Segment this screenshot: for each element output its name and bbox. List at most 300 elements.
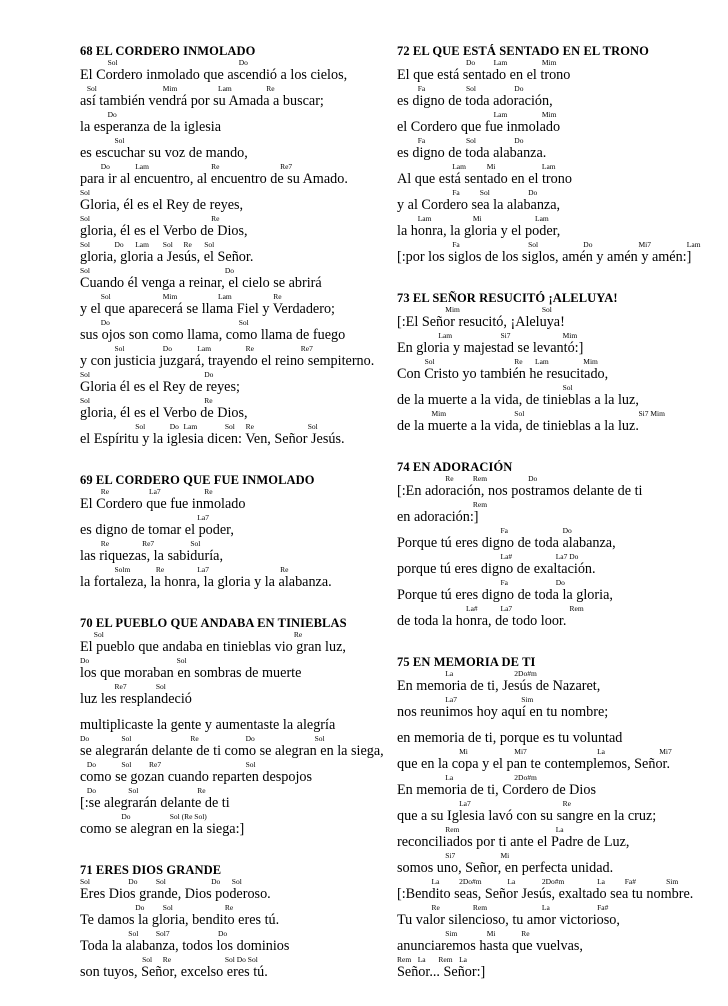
chord: Do (224, 266, 235, 275)
lyric-text: y al Cordero sea la alabanza, (397, 197, 561, 213)
chord: Sol (514, 409, 525, 418)
right-column (397, 44, 717, 1006)
chord-row (397, 136, 717, 145)
chord: Si7 (445, 851, 456, 860)
chord: La7 Do (555, 552, 579, 561)
lyric-line (397, 929, 717, 954)
lyric-line (397, 188, 717, 213)
lyric-line (397, 474, 717, 499)
chord: Lam (438, 331, 453, 340)
lyric-text: de la muerte a la vida, de tinieblas a la luz, (397, 392, 639, 408)
lyric-line (397, 357, 717, 382)
lyric-line (80, 903, 392, 928)
lyric-line (80, 370, 392, 395)
lyric-line (397, 955, 717, 980)
lyric-line (80, 539, 392, 564)
chord: Re7 (300, 344, 313, 353)
lyric-text: Te damos la gloria, bendito eres tú. (80, 912, 280, 928)
chord: Mim (431, 409, 447, 418)
chord-row (80, 240, 392, 249)
lyric-line (80, 656, 392, 681)
chord-row (80, 344, 392, 353)
chord: 2Do#m (541, 877, 565, 886)
lyric-line (80, 630, 392, 655)
chord: Sol (466, 136, 477, 145)
lyric-line (397, 773, 717, 798)
chord: Do (121, 812, 131, 821)
chord-row (80, 812, 392, 821)
chord-row (397, 851, 717, 860)
chord: Sol Do Sol (224, 955, 258, 964)
lyric-text: en adoración:] (397, 509, 479, 525)
chord: La (597, 877, 606, 886)
chord: Rem (397, 955, 412, 964)
chord: Mim (541, 110, 557, 119)
chord-row (397, 799, 717, 808)
lyric-text: multiplicaste la gente y aumentaste la alegría (80, 717, 336, 733)
lyric-line (397, 58, 717, 83)
chord: Sol (314, 734, 325, 743)
chord: La (541, 903, 550, 912)
song (80, 44, 392, 447)
lyric-text: gloria, gloria a Jesús, el Señor. (80, 249, 254, 265)
chord: Re (224, 903, 234, 912)
chord: Sol (245, 760, 256, 769)
chord: Sol (562, 383, 573, 392)
song-title: 74 EN ADORACIÓN (397, 460, 513, 474)
chord: Mi7 (638, 240, 652, 249)
chord-row (80, 110, 392, 119)
chord-row (397, 877, 717, 886)
song-title: 75 EN MEMORIA DE TI (397, 655, 536, 669)
chord: La (459, 955, 468, 964)
chord: Lam (135, 162, 149, 171)
chord-row (80, 565, 392, 574)
chord: 2Do#m (514, 773, 537, 782)
chord: Re (162, 955, 172, 964)
chord: Sol (80, 240, 91, 249)
lyric-line (80, 396, 392, 421)
lyric-text: la fortaleza, la honra, la gloria y la alabanza. (80, 574, 332, 590)
chord: Sim (666, 877, 679, 886)
chord: Mi (459, 747, 468, 756)
chord: La7 (149, 487, 161, 496)
chord-row (80, 656, 392, 665)
lyric-line (80, 565, 392, 590)
lyric-text: Porque tú eres digno de toda la gloria, (397, 587, 613, 603)
lyric-text: [:por los siglos de los siglos, amén y amén y amén:] (397, 249, 692, 265)
chord: Sol (80, 396, 91, 405)
chord: Sol (541, 305, 552, 314)
chord: Sol (80, 877, 91, 886)
chord-row (80, 292, 392, 301)
lyric-text: y el que aparecerá se llama Fiel y Verdadero; (80, 301, 335, 317)
chord-row (397, 58, 717, 67)
chord: Sol (93, 630, 104, 639)
lyric-line (80, 422, 392, 447)
lyric-text: sus ojos son como llama, como llama de fuego (80, 327, 346, 343)
chord-row (397, 474, 717, 483)
chord: Sol (307, 422, 318, 431)
chord: La (417, 955, 426, 964)
chord: Sol (Re Sol) (169, 812, 207, 821)
chord: Do (86, 786, 97, 795)
chord: Re (100, 539, 110, 548)
lyric-text: para ir al encuentro, al encuentro de su Amado. (80, 171, 348, 187)
lyric-line (80, 786, 392, 811)
chord-row (80, 136, 392, 145)
chord: Mi (500, 851, 510, 860)
chord: Rem (472, 500, 488, 509)
chord: Do (218, 929, 228, 938)
lyric-text: porque tú eres digno de exaltación. (397, 561, 596, 577)
chord: Sol (107, 58, 118, 67)
chord: Sol (238, 318, 249, 327)
chord-row (397, 747, 717, 756)
lyric-line (397, 799, 717, 824)
chord-row (397, 331, 717, 340)
chord: Do (562, 526, 572, 535)
chord: Sim (445, 929, 458, 938)
lyric-text: gloria, él es el Verbo de Dios, (80, 223, 248, 239)
lyric-text: es digno de toda adoración, (397, 93, 553, 109)
chord: Mim (445, 305, 460, 314)
lyric-line (397, 383, 717, 408)
chord: Fa (417, 136, 426, 145)
lyric-text: que en la copa y el pan te contemplemos, Señor. (397, 756, 671, 772)
chord: Do (80, 656, 90, 665)
chord: Lam (535, 357, 549, 366)
lyric-line (80, 214, 392, 239)
chord: Re (431, 903, 440, 912)
lyric-line (397, 578, 717, 603)
song (397, 655, 717, 980)
chord: Do (238, 58, 248, 67)
chord: Fa (417, 84, 426, 93)
lyric-text: [:El Señor resucitó, ¡Aleluya! (397, 314, 565, 330)
lyric-line (397, 409, 717, 434)
chord: Do (555, 578, 565, 587)
chord: Re (183, 240, 192, 249)
chord: Re7 (142, 539, 155, 548)
song-title: 69 EL CORDERO QUE FUE INMOLADO (80, 473, 315, 487)
chord: Mi (486, 929, 496, 938)
lyric-text: Cuando él venga a reinar, el cielo se abrirá (80, 275, 322, 291)
chord: Sol (80, 370, 91, 379)
song (80, 616, 392, 837)
chord: Sol (80, 188, 91, 197)
lyric-text: Al que está sentado en el trono (397, 171, 572, 187)
lyric-text: de toda la honra, de todo loor. (397, 613, 567, 629)
chord: Fa (452, 188, 460, 197)
lyric-text: la honra, la gloria y el poder, (397, 223, 561, 239)
chord: Rem (472, 474, 488, 483)
lyric-line (80, 84, 392, 109)
lyric-line (80, 708, 392, 733)
lyric-text: los que moraban en sombras de muerte (80, 665, 302, 681)
chord: Re7 (149, 760, 162, 769)
chord: Do (528, 188, 538, 197)
lyric-line (397, 84, 717, 109)
chord: Sol (528, 240, 539, 249)
chord: Do (583, 240, 593, 249)
chord: Rem (438, 955, 453, 964)
chord: Lam (135, 240, 149, 249)
chord: La7 (500, 604, 513, 613)
chord: Lam (183, 422, 198, 431)
lyric-text: reconciliados por ti ante el Padre de Luz, (397, 834, 630, 850)
lyric-line (80, 487, 392, 512)
chord: Sol (162, 240, 173, 249)
lyric-text: en memoria de ti, porque es tu voluntad (397, 730, 623, 746)
lyric-text: Toda la alabanza, todos los dominios (80, 938, 290, 954)
lyric-line (397, 552, 717, 577)
chord: Sol (100, 292, 111, 301)
chord-row (80, 162, 392, 171)
lyric-line (80, 110, 392, 135)
chord: Re (280, 565, 289, 574)
lyric-text: El pueblo que andaba en tinieblas vio gran luz, (80, 639, 346, 655)
lyric-line (80, 188, 392, 213)
chord: La (597, 747, 606, 756)
chord: Do (514, 84, 524, 93)
lyric-line (80, 734, 392, 759)
chord: Re (266, 84, 275, 93)
chord: Fa (500, 578, 508, 587)
chord: Do (135, 903, 145, 912)
chord: Sol (128, 929, 139, 938)
chord: Lam (218, 84, 232, 93)
chord: La# (466, 604, 478, 613)
chord: La7 (459, 799, 471, 808)
chord-row (397, 825, 717, 834)
chord: Re (245, 344, 254, 353)
chord: Lam (197, 344, 212, 353)
chord-row (397, 110, 717, 119)
chord: La (445, 669, 454, 678)
chord: Re (155, 565, 165, 574)
lyric-line (397, 162, 717, 187)
chord-row (80, 929, 392, 938)
chord-row (397, 903, 717, 912)
song-title: 70 EL PUEBLO QUE ANDABA EN TINIEBLAS (80, 616, 347, 630)
chord: Fa# (624, 877, 636, 886)
chord: Rem (472, 903, 488, 912)
chord: Fa (500, 526, 508, 535)
chord-row (80, 760, 392, 769)
lyric-line (80, 812, 392, 837)
lyric-line (80, 240, 392, 265)
chord: Sol (224, 422, 235, 431)
lyric-line (80, 292, 392, 317)
chord-row (397, 604, 717, 613)
chord: Do (128, 877, 138, 886)
chord: Do (211, 877, 221, 886)
lyric-text: En memoria de ti, Cordero de Dios (397, 782, 596, 798)
lyric-line (397, 305, 717, 330)
chord-row (397, 162, 717, 171)
chord: Re (190, 734, 199, 743)
chord: Do (100, 162, 110, 171)
chord: Sol (121, 760, 132, 769)
lyric-text: En memoria de ti, Jesús de Nazaret, (397, 678, 601, 694)
chord: Fa# (597, 903, 609, 912)
chord: Lam (493, 110, 508, 119)
chord: Mim (162, 84, 178, 93)
chord: Lam (218, 292, 232, 301)
lyric-text: [:Bendito seas, Señor Jesús, exaltado sea tu nombre. (397, 886, 694, 902)
chord: Re (514, 357, 523, 366)
chord: Mi (486, 162, 496, 171)
lyric-text: El Cordero inmolado que ascendió a los cielos, (80, 67, 348, 83)
chord: La (445, 773, 454, 782)
chord: Re (211, 214, 220, 223)
chord-row (397, 955, 717, 964)
lyric-line (80, 682, 392, 707)
lyric-line (397, 500, 717, 525)
lyric-text: es digno de tomar el poder, (80, 522, 234, 538)
chord-row (397, 929, 717, 938)
chord-row (397, 526, 717, 535)
chord-row (80, 539, 392, 548)
chord: Do (466, 58, 476, 67)
chord-row (397, 84, 717, 93)
chord: Sol (176, 656, 187, 665)
chord: Lam (417, 214, 432, 223)
chord-row (80, 58, 392, 67)
chord-row (397, 188, 717, 197)
chord-row (80, 513, 392, 522)
chord: Do (204, 370, 214, 379)
chord: Re (204, 487, 213, 496)
chord: Lam (493, 58, 508, 67)
chord-row (80, 396, 392, 405)
lyric-line (80, 929, 392, 954)
chord: La7 (445, 695, 457, 704)
chord-row (397, 409, 717, 418)
lyric-line (80, 344, 392, 369)
chord: Sol (80, 214, 91, 223)
chord: Do (86, 760, 97, 769)
chord: Sol (155, 877, 166, 886)
chord: Rem (569, 604, 584, 613)
lyric-text: El que está sentado en el trono (397, 67, 571, 83)
lyric-text: nos reunimos hoy aquí en tu nombre; (397, 704, 609, 720)
chord-row (80, 318, 392, 327)
lyric-text: las riquezas, la sabiduría, (80, 548, 224, 564)
lyric-text: luz les resplandeció (80, 691, 192, 707)
lyric-line (397, 851, 717, 876)
chord: Sol (142, 955, 153, 964)
lyric-text: el Cordero que fue inmolado (397, 119, 561, 135)
lyric-line (80, 162, 392, 187)
song (397, 44, 717, 265)
lyric-line (80, 266, 392, 291)
chord: Si7 (500, 331, 511, 340)
chord: Lam (535, 214, 549, 223)
chord: Do (80, 734, 90, 743)
chord: Sol (114, 344, 125, 353)
lyric-line (397, 669, 717, 694)
chord-row (80, 786, 392, 795)
chord: Do (245, 734, 255, 743)
chord: Fa (452, 240, 460, 249)
lyric-text: el Espíritu y la iglesia dicen: Ven, Señor Jesús. (80, 431, 345, 447)
lyric-text: Tu valor silencioso, tu amor victorioso, (397, 912, 620, 928)
chord: Sol (466, 84, 477, 93)
chord-row (80, 903, 392, 912)
lyric-text: Gloria, él es el Rey de reyes, (80, 197, 244, 213)
lyric-text: como se gozan cuando reparten despojos (80, 769, 313, 785)
chord: Lam (686, 240, 701, 249)
chord: Sol (80, 266, 91, 275)
song-title: 73 EL SEÑOR RESUCITÓ ¡ALELUYA! (397, 291, 618, 305)
chord: Sol (86, 84, 97, 93)
lyric-line (397, 136, 717, 161)
lyric-text: Gloria él es el Rey de reyes; (80, 379, 240, 395)
song (397, 291, 717, 434)
lyric-text: [:se alegrarán delante de ti (80, 795, 230, 811)
chord: Sol (424, 357, 435, 366)
chord-row (397, 357, 717, 366)
chord: Lam (541, 162, 556, 171)
chord-row (80, 84, 392, 93)
lyric-line (397, 604, 717, 629)
chord-row (80, 630, 392, 639)
song (80, 473, 392, 590)
lyric-text: es digno de toda alabanza. (397, 145, 547, 161)
chord: Mi (472, 214, 482, 223)
chord: Do (528, 474, 538, 483)
lyric-text: así también vendrá por su Amada a buscar; (80, 93, 324, 109)
chord: Si7 Mim (638, 409, 665, 418)
chord: La (431, 877, 440, 886)
chord-row (80, 188, 392, 197)
chord: Re (273, 292, 282, 301)
chord: 2Do#m (514, 669, 537, 678)
chord: Sol (121, 734, 132, 743)
left-column (80, 44, 392, 1006)
lyric-line (397, 877, 717, 902)
chord-row (397, 578, 717, 587)
lyric-line (397, 110, 717, 135)
chord: Solm (114, 565, 131, 574)
chord-row (397, 305, 717, 314)
chord: Re (211, 162, 220, 171)
chord-row (80, 955, 392, 964)
chord: La# (500, 552, 513, 561)
chord: Re (562, 799, 571, 808)
lyric-line (80, 318, 392, 343)
chord: La (555, 825, 564, 834)
chord: Re7 (280, 162, 293, 171)
chord: Re7 (114, 682, 127, 691)
chord: Mim (162, 292, 178, 301)
chord: Mi7 (514, 747, 527, 756)
chord-row (80, 682, 392, 691)
chord-row (80, 370, 392, 379)
chord: La (507, 877, 516, 886)
lyric-text: de la muerte a la vida, de tinieblas a la luz. (397, 418, 639, 434)
chord-row (397, 552, 717, 561)
lyric-text: es escuchar su voz de mando, (80, 145, 248, 161)
lyric-text: y con justicia juzgará, trayendo el reino sempiterno. (80, 353, 375, 369)
chord: Lam (452, 162, 466, 171)
lyric-line (397, 695, 717, 720)
lyric-line (80, 760, 392, 785)
lyric-line (397, 825, 717, 850)
chord: Do (514, 136, 524, 145)
